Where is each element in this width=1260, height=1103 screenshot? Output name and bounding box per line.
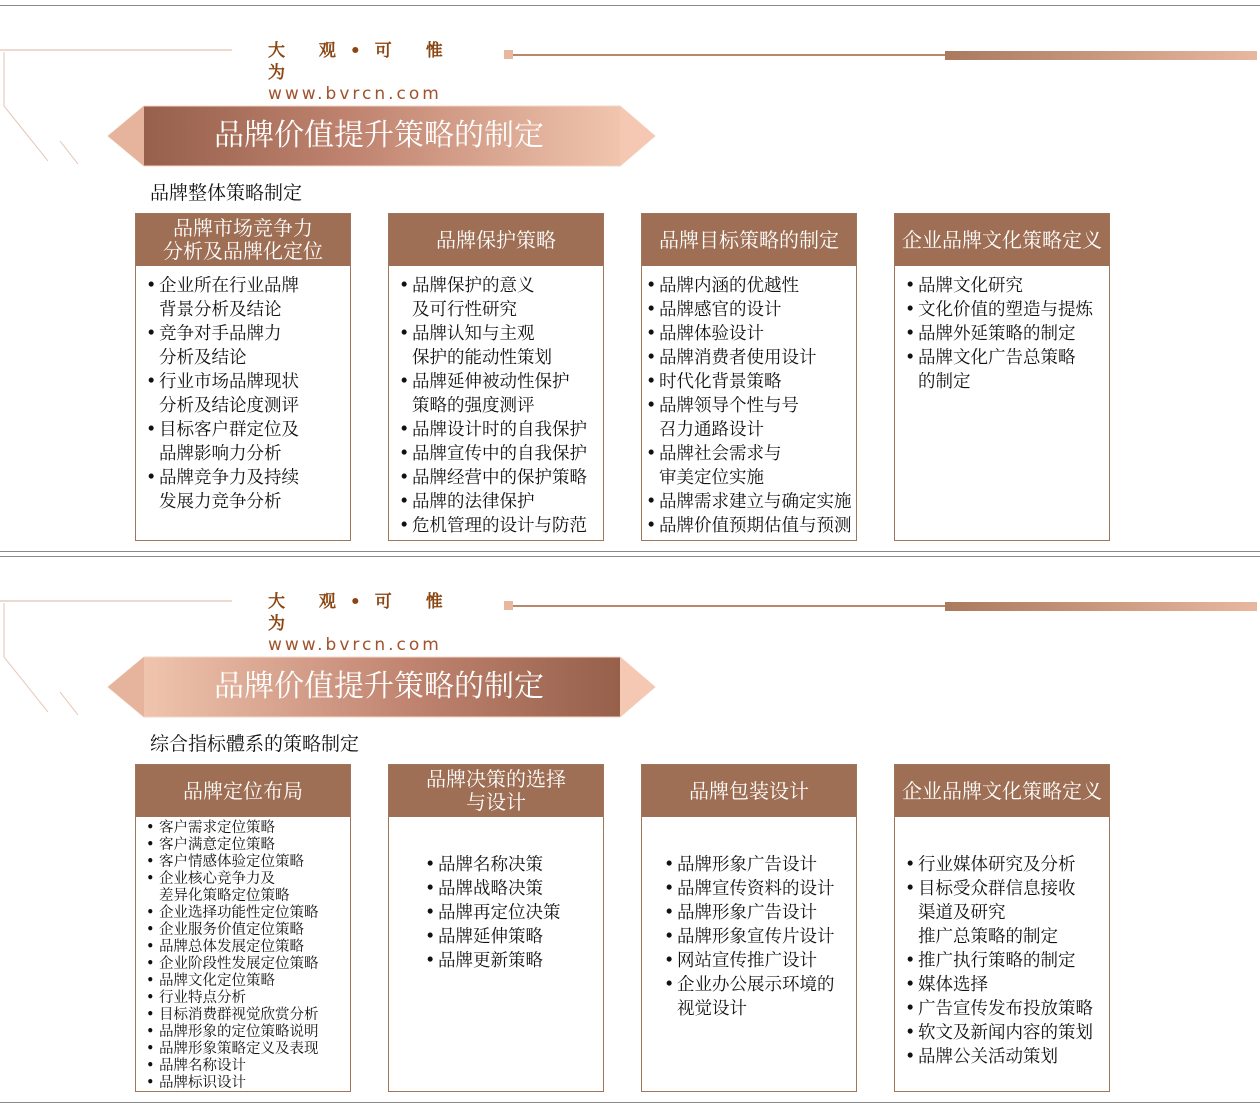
list-item: • 品牌需求建立与确定实施 (646, 490, 856, 514)
section-subtitle: 品牌整体策略制定 (150, 182, 303, 204)
small-square-icon (504, 50, 513, 59)
column-brand-positioning (135, 764, 351, 1092)
list-item: • 品牌竞争力及持续 发展力竞争分析 (146, 466, 350, 514)
bullet-list (146, 274, 350, 514)
column-brand-culture-2 (894, 764, 1110, 1092)
list-item: • 品牌文化研究 (905, 274, 1109, 298)
list-item: • 行业特点分析 (146, 990, 350, 1007)
column-header: 品牌包装设计 (642, 765, 856, 817)
column-header: 企业品牌文化策略定义 (895, 214, 1109, 266)
list-item: • 品牌宣传资料的设计 (664, 877, 856, 901)
list-item: • 品牌体验设计 (646, 322, 856, 346)
list-item: • 网站宣传推广设计 (664, 949, 856, 973)
list-item: • 客户满意定位策略 (146, 837, 350, 854)
list-item: • 品牌感官的设计 (646, 298, 856, 322)
list-item: • 广告宣传发布投放策略 (905, 997, 1109, 1021)
list-item: • 品牌文化定位策略 (146, 973, 350, 990)
list-item: • 品牌的法律保护 (399, 490, 603, 514)
list-item: • 企业选择功能性定位策略 (146, 905, 350, 922)
list-item: • 目标受众群信息接收 渠道及研究 推广总策略的制定 (905, 877, 1109, 949)
list-item: • 品牌更新策略 (425, 949, 603, 973)
list-item: • 品牌形象宣传片设计 (664, 925, 856, 949)
column-header: 品牌决策的选择 与设计 (389, 765, 603, 817)
column-header: 企业品牌文化策略定义 (895, 765, 1109, 817)
list-item: • 目标客户群定位及 品牌影响力分析 (146, 418, 350, 466)
list-item: • 时代化背景策略 (646, 370, 856, 394)
list-item: • 品牌再定位决策 (425, 901, 603, 925)
column-brand-goal (641, 213, 857, 541)
list-item: • 品牌价值预期估值与预测 (646, 514, 856, 538)
list-item: • 品牌总体发展定位策略 (146, 939, 350, 956)
brand-url: www.bvrcn.com (268, 635, 442, 655)
brand-name: 大 观•可 惟 为 (268, 592, 457, 634)
column-market-competitiveness (135, 213, 351, 541)
brand-name: 大 观•可 惟 为 (268, 41, 457, 83)
slide-1 (0, 5, 1260, 552)
bullet-list (146, 820, 350, 1092)
list-item: • 目标消费群视觉欣赏分析 (146, 1007, 350, 1024)
list-item: • 品牌标识设计 (146, 1075, 350, 1092)
column-header: 品牌市场竞争力 分析及品牌化定位 (136, 214, 350, 266)
brand-logo (268, 591, 468, 655)
list-item: • 品牌形象的定位策略说明 (146, 1024, 350, 1041)
list-item: • 品牌形象广告设计 (664, 901, 856, 925)
list-item: • 品牌名称设计 (146, 1058, 350, 1075)
bullet-list (425, 853, 603, 973)
section-subtitle: 综合指标體系的策略制定 (150, 733, 360, 755)
list-item: • 企业阶段性发展定位策略 (146, 956, 350, 973)
list-item: • 品牌战略决策 (425, 877, 603, 901)
bullet-list (399, 274, 603, 538)
page-title: 品牌价值提升策略的制定 (214, 669, 544, 704)
list-item: • 品牌宣传中的自我保护 (399, 442, 603, 466)
list-item: • 品牌设计时的自我保护 (399, 418, 603, 442)
list-item: • 品牌延伸被动性保护 策略的强度测评 (399, 370, 603, 418)
list-item: • 文化价值的塑造与提炼 (905, 298, 1109, 322)
list-item: • 品牌形象策略定义及表现 (146, 1041, 350, 1058)
slide-2 (0, 556, 1260, 1103)
small-square-icon (504, 601, 513, 610)
list-item: • 推广执行策略的制定 (905, 949, 1109, 973)
list-item: • 客户情感体验定位策略 (146, 854, 350, 871)
list-item: • 品牌文化广告总策略 的制定 (905, 346, 1109, 394)
bullet-list (905, 853, 1109, 1069)
column-brand-protection (388, 213, 604, 541)
list-item: • 品牌社会需求与 审美定位实施 (646, 442, 856, 490)
bullet-list (664, 853, 856, 1021)
list-item: • 企业核心竞争力及 差异化策略定位策略 (146, 871, 350, 905)
list-item: • 行业媒体研究及分析 (905, 853, 1109, 877)
list-item: • 品牌内涵的优越性 (646, 274, 856, 298)
list-item: • 行业市场品牌现状 分析及结论度测评 (146, 370, 350, 418)
list-item: • 企业服务价值定位策略 (146, 922, 350, 939)
list-item: • 品牌领导个性与号 召力通路设计 (646, 394, 856, 442)
list-item: • 品牌形象广告设计 (664, 853, 856, 877)
list-item: • 企业办公展示环境的 视觉设计 (664, 973, 856, 1021)
list-item: • 竞争对手品牌力 分析及结论 (146, 322, 350, 370)
list-item: • 品牌经营中的保护策略 (399, 466, 603, 490)
bullet-list (646, 274, 856, 538)
list-item: • 企业所在行业品牌 背景分析及结论 (146, 274, 350, 322)
list-item: • 品牌延伸策略 (425, 925, 603, 949)
brand-logo (268, 40, 468, 104)
list-item: • 品牌保护的意义 及可行性研究 (399, 274, 603, 322)
list-item: • 软文及新闻内容的策划 (905, 1021, 1109, 1045)
page-title: 品牌价值提升策略的制定 (214, 118, 544, 153)
list-item: • 品牌认知与主观 保护的能动性策划 (399, 322, 603, 370)
column-header: 品牌目标策略的制定 (642, 214, 856, 266)
bullet-list (905, 274, 1109, 394)
column-header: 品牌定位布局 (136, 765, 350, 817)
column-brand-decision (388, 764, 604, 1092)
list-item: • 品牌公关活动策划 (905, 1045, 1109, 1069)
column-header: 品牌保护策略 (389, 214, 603, 266)
list-item: • 品牌外延策略的制定 (905, 322, 1109, 346)
brand-url: www.bvrcn.com (268, 84, 442, 104)
list-item: • 媒体选择 (905, 973, 1109, 997)
list-item: • 客户需求定位策略 (146, 820, 350, 837)
list-item: • 危机管理的设计与防范 (399, 514, 603, 538)
list-item: • 品牌名称决策 (425, 853, 603, 877)
column-brand-culture (894, 213, 1110, 541)
list-item: • 品牌消费者使用设计 (646, 346, 856, 370)
column-brand-packaging (641, 764, 857, 1092)
